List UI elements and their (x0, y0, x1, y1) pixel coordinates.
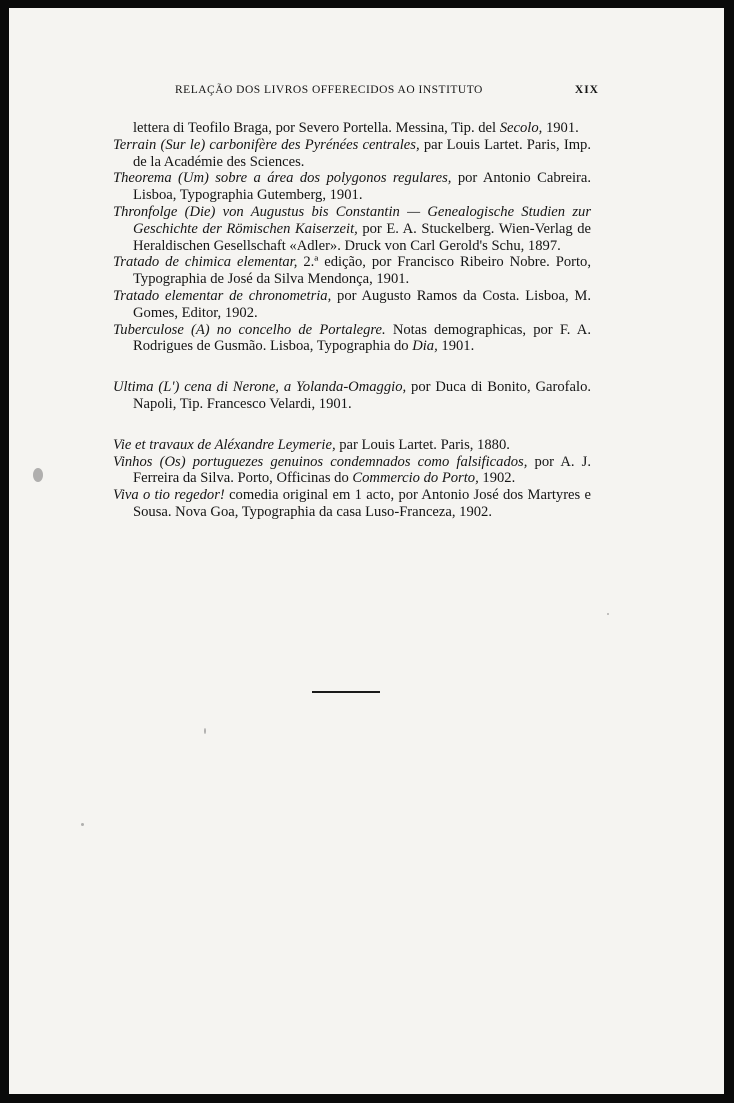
end-rule (312, 691, 380, 693)
scanned-page (9, 8, 724, 1094)
list-entry: Tratado de chimica elementar, 2.ª edição, por Francisco Ribeiro Nobre. Porto, Typographia de José da Silva Mendonça, 1901. (113, 254, 591, 288)
entry-group (113, 379, 591, 413)
list-entry: Ultima (L') cena di Nerone, a Yolanda-Omaggio, por Duca di Bonito, Garofalo. Napoli, Tip. Francesco Velardi, 1901. (113, 379, 592, 412)
scan-speck (204, 728, 206, 734)
scan-speck (81, 823, 84, 826)
list-entry: Thronfolge (Die) von Augustus bis Constantin — Genealogische Studien zur Geschichte der Römischen Kaiserzeit, por E. A. Stuckelberg. Wien-Verlag de Heraldischen Gesellschaft «Adler». Druck von Carl Gerold's Schu, 1897. (113, 203, 591, 254)
list-entry: lettera di Teofilo Braga, por Severo Portella. Messina, Tip. del Secolo, 1901. (133, 120, 579, 136)
book-list (113, 120, 591, 521)
list-entry: Theorema (Um) sobre a área dos polygonos regulares, por Antonio Cabreira. Lisboa, Typographia Gutemberg, 1901. (113, 170, 591, 204)
list-entry: Terrain (Sur le) carbonifère des Pyrénées centrales, par Louis Lartet. Paris, Imp. de la Académie des Sciences. (113, 136, 591, 170)
list-entry: Vie et travaux de Aléxandre Leymerie, par Louis Lartet. Paris, 1880. (113, 436, 510, 453)
list-entry: Vinhos (Os) portuguezes genuinos condemnados como falsificados, por A. J. Ferreira da Silva. Porto, Officinas do Commercio do Porto, 1902. (113, 453, 592, 487)
entry-group (113, 437, 591, 521)
page-number: XIX (574, 84, 599, 96)
header-title: RELAÇÃO DOS LIVROS OFFERECIDOS AO INSTITUTO (175, 84, 483, 96)
entry-group (113, 120, 591, 137)
list-entry: Tratado elementar de chronometria, por Augusto Ramos da Costa. Lisboa, M. Gomes, Editor, 1902. (113, 287, 591, 321)
entry-group (113, 137, 591, 355)
list-entry: Tuberculose (A) no concelho de Portalegre. Notas demographicas, por F. A. Rodrigues de Gusmão. Lisboa, Typographia do Dia, 1901. (113, 321, 591, 355)
scan-speck (607, 613, 609, 615)
scan-speck (33, 468, 43, 482)
list-entry: Viva o tio regedor! comedia original em 1 acto, por Antonio José dos Martyres e Sousa. Nova Goa, Typographia da casa Luso-Franceza, 1902. (113, 487, 591, 520)
